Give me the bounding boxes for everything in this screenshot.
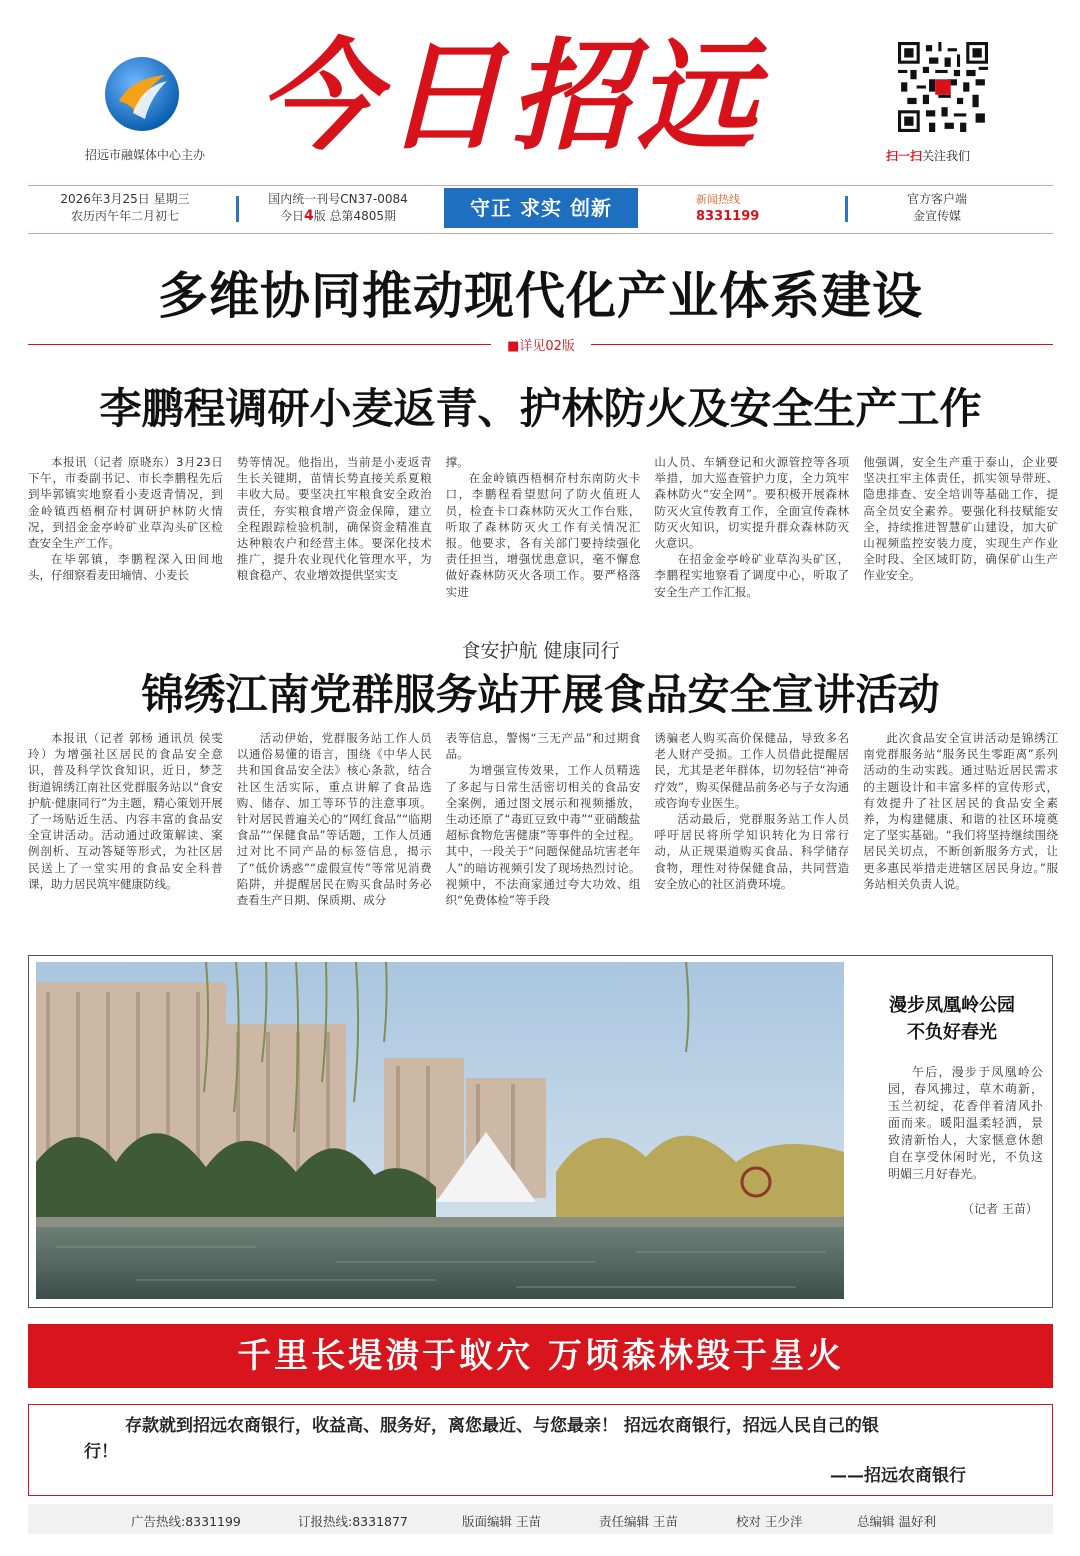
divider <box>845 196 848 222</box>
qr-caption <box>886 147 1006 164</box>
issue-date <box>30 191 220 225</box>
article-column <box>237 730 432 908</box>
issn-number: 国内统一刊号CN37-0084 <box>268 192 408 206</box>
ad-signature: ——招远农商银行 <box>830 1466 966 1486</box>
footer-duty-editor: 责任编辑 王苗 <box>599 1514 678 1529</box>
article-headline: 锦绣江南党群服务站开展食品安全宣讲活动 <box>141 670 940 719</box>
article-paragraph: 撑。 <box>445 455 469 469</box>
article-column <box>237 454 432 600</box>
article-column <box>654 730 849 908</box>
article-column <box>446 730 641 908</box>
fire-safety-slogan: 千里长堤溃于蚁穴 万顷森林毁于星火 <box>28 1324 1053 1388</box>
article-column <box>446 454 641 600</box>
photo-title-line: 不负好春光 <box>907 1022 997 1043</box>
park-photo <box>36 962 844 1299</box>
hotline-number: 8331199 <box>696 209 760 224</box>
pages-prefix: 今日 <box>279 209 304 223</box>
strip-bottom-rule <box>28 233 1053 234</box>
news-hotline <box>696 191 796 225</box>
pages-count: 4 <box>303 208 314 224</box>
article-kicker: 食安护航 健康同行 <box>461 640 620 662</box>
photo-title-line: 漫步凤凰岭公园 <box>889 995 1015 1016</box>
ad-text-continued: 行！ <box>84 1442 118 1462</box>
photo-feature-text: 午后，漫步于凤凰岭公园，春风拂过，草木萌新，玉兰初绽，花香伴着清风扑面而来。暖阳温柔轻洒，景致清新怡人，大家惬意休憩自在享受休闲时光，不负这明媚三月好春光。 <box>888 1065 1043 1181</box>
qr-caption-rest: 关注我们 <box>922 149 971 163</box>
article-column <box>654 454 849 600</box>
lead-headline: 多维协同推动现代化产业体系建设 <box>158 267 923 325</box>
footer-chief-editor: 总编辑 温好利 <box>857 1514 936 1529</box>
official-client <box>872 191 1002 225</box>
article-paragraph: 活动伊始，党群服务站工作人员以通俗易懂的语言，围绕《中华人民共和国食品安全法》核心条款，结合社区生活实际，重点讲解了食品选购、储存、加工等环节的注意事项。针对居民普遍关心的“网红食品”“临期食品”“保健食品”等话题，工作人员通过对比不同产品的标签信息，揭示了“低价诱惑”“虚假宣传”等常见消费陷阱，并提醒居民在购买食品时务必查看生产日期、保质期、成分 <box>236 731 432 908</box>
article-column <box>28 730 223 908</box>
article-paragraph: 在毕郭镇，李鹏程深入田间地头，仔细察看麦田墒情、小麦长 <box>28 552 223 583</box>
see-page-link[interactable]: ■详见02版 <box>491 335 591 354</box>
article-column <box>28 454 223 600</box>
footer-layout-editor: 版面编辑 王苗 <box>462 1514 541 1529</box>
gregorian-date: 2026年3月25日 星期三 <box>60 192 190 206</box>
pages-suffix: 版 总第4805期 <box>313 209 397 223</box>
article-paragraph: 在金岭镇西梧桐夼村东南防火卡口，李鹏程看望慰问了防火值班人员，检查卡口森林防灭火工作台账，听取了森林防灭火工作有关情况汇报。他要求，各有关部门要持续强化责任担当，增强忧患意识，毫不懈怠做好森林防灭火各项工作。要严格落实进 <box>445 471 641 599</box>
article-paragraph: 诱骗老人购买高价保健品，导致多名老人财产受损。工作人员借此提醒居民，尤其是老年群体，切勿轻信“神奇疗效”，购买保健品前务必与子女沟通或咨询专业医生。 <box>654 731 850 810</box>
photo-feature-title <box>866 992 1038 1046</box>
footer-ad-hotline: 广告热线:8331199 <box>131 1514 241 1529</box>
article-paragraph: 山人员、车辆登记和火源管控等各项举措，加大巡查管护力度，全力筑牢森林防火“安全网”。要积极开展森林防灭火宣传教育工作，全面宣传森林防灭火知识，切实提升群众森林防灭火意识。 <box>654 455 850 551</box>
motto-banner: 守正 求实 创新 <box>444 188 638 228</box>
article-headline: 李鹏程调研小麦返青、护林防火及安全生产工作 <box>99 384 982 433</box>
client-name: 金宣传媒 <box>912 209 961 223</box>
footer-subscribe-hotline: 订报热线:8331877 <box>298 1514 408 1529</box>
client-label: 官方客户端 <box>906 192 967 206</box>
article-paragraph: 本报讯（记者 郭杨 通讯员 侯雯玲）为增强社区居民的食品安全意识，普及科学饮食知识，近日，梦芝街道锦绣江南社区党群服务站以“食安护航·健康同行”为主题，精心策划开展了一场贴近生活、内容丰富的食品安全宣讲活动。活动通过政策解读、案例剖析、互动答疑等形式，为社区居民送上了一堂实用的食品安全科普课，助力居民筑牢健康防线。 <box>28 731 223 891</box>
newspaper-title: 今日招远 <box>258 26 762 167</box>
strip-top-rule <box>28 185 1053 186</box>
article-paragraph: 表等信息，警惕“三无产品”和过期食品。 <box>445 731 641 762</box>
article-paragraph: 为增强宣传效果，工作人员精选了多起与日常生活密切相关的食品安全案例，通过图文展示和视频播放，生动还原了“毒豇豆致中毒”“亚硝酸盐超标食物危害健康”等事件的全过程。其中，一段关于“问题保健品坑害老年人”的暗访视频引发了现场热烈讨论。视频中，不法商家通过夸大功效、组织“免费体检”等手段 <box>445 763 641 908</box>
footer-proofreader: 校对 王少泮 <box>736 1514 803 1529</box>
article-column <box>863 454 1058 600</box>
article-paragraph: 此次食品安全宣讲活动是锦绣江南党群服务站“服务民生零距离”系列活动的生动实践。通过贴近居民需求的主题设计和丰富多样的宣传形式，有效提升了社区居民的食品安全素养，为构建健康、和谐的社区环境奠定了坚实基础。“我们将坚持继续围绕居民关切点，不断创新服务方式，让更多惠民举措走进辖区居民身边。”服务站相关负责人说。 <box>863 731 1058 891</box>
qr-code-icon[interactable] <box>898 42 988 132</box>
article-body <box>28 730 1058 908</box>
qr-caption-highlight: 扫一扫 <box>886 149 923 163</box>
article-paragraph: 本报讯（记者 原晓东）3月23日下午，市委副书记、市长李鹏程先后到毕郭镇实地察看小麦返青情况，到金岭镇西梧桐夼村调研护林防火情况，到招金金亭岭矿业草沟头矿区检查安全生产工作。 <box>28 455 223 551</box>
article-paragraph: 他强调，安全生产重于泰山，企业要坚决扛牢主体责任，抓实领导带班、隐患排查、安全培训等基础工作，提高全员安全素养。要强化科技赋能安全，持续推进智慧矿山建设，加大矿山视频监控安装力度，实现生产作业全时段、全区域盯防，确保矿山生产作业安全。 <box>863 455 1058 583</box>
photo-credit: （记者 王苗） <box>962 1202 1038 1216</box>
article-body <box>28 454 1058 600</box>
ad-text: 存款就到招远农商银行，收益高、服务好，离您最近、与您最亲！ 招远农商银行，招远人民自己的银 <box>125 1416 879 1436</box>
article-paragraph: 势等情况。他指出，当前是小麦返青生长关键期，苗情长势直接关系夏粮丰收大局。要坚决扛牢粮食安全政治责任，夯实粮食增产资金保障，建立全程跟踪检验机制，确保资金精准直达种粮农户和经营主体。要深化技术推广，提升农业现代化管理水平，为粮食稳产、农业增效提供坚实支 <box>236 455 432 583</box>
issn-info <box>252 191 424 225</box>
publisher-host: 招远市融媒体中心主办 <box>84 148 205 162</box>
lunar-date: 农历丙午年二月初七 <box>70 209 179 223</box>
article-paragraph: 活动最后，党群服务站工作人员呼吁居民将所学知识转化为日常行动，从正规渠道购买食品、科学储存食物，理性对待保健食品，共同营造安全放心的社区消费环境。 <box>654 812 850 891</box>
newspaper-emblem-icon <box>103 55 181 133</box>
divider <box>236 196 239 222</box>
hotline-label: 新闻热线 <box>696 193 740 206</box>
article-paragraph: 在招金金亭岭矿业草沟头矿区，李鹏程实地察看了调度中心，听取了安全生产工作汇报。 <box>654 552 850 599</box>
article-column <box>863 730 1058 908</box>
